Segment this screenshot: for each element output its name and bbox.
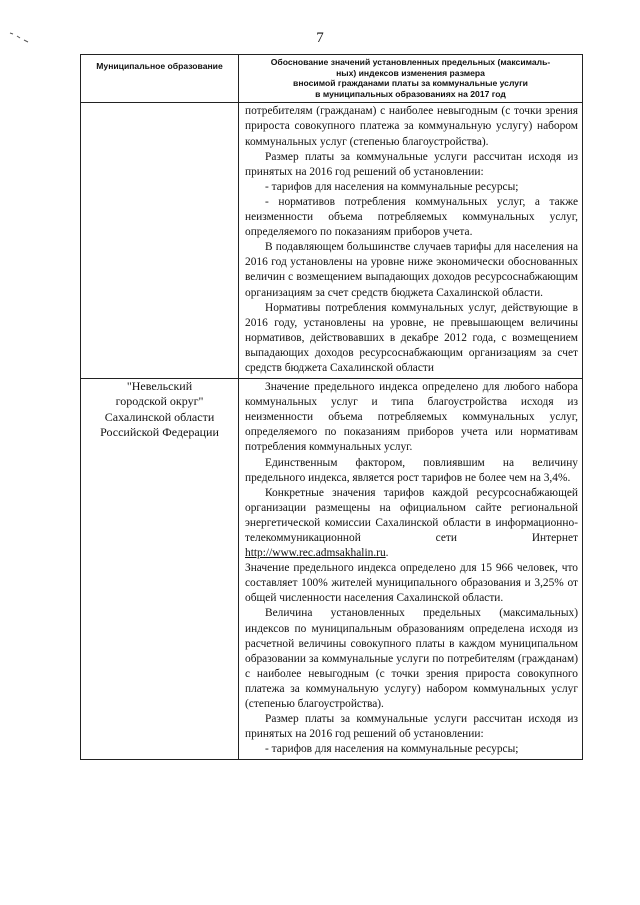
- header-line: в муниципальных образованиях на 2017 год: [315, 88, 506, 99]
- justification-cell: [239, 379, 583, 760]
- header-municipality: Муниципальное образование: [81, 55, 239, 103]
- page-number: 7: [316, 30, 324, 46]
- paragraph: - тарифов для населения на коммунальные ресурсы;: [265, 743, 519, 756]
- rec-website-link[interactable]: http://www.rec.admsakhalin.ru: [245, 547, 386, 560]
- paragraph: Единственным фактором, повлиявшим на величину предельного индекса, является рост тарифов не более чем на 3,4%.: [245, 456, 578, 484]
- municipality-line: городской округ": [115, 394, 204, 409]
- paragraph: Нормативы потребления коммунальных услуг, действующие в 2016 году, установлены на уровне, не превышающем величины нормативов, действовавших в декабре 2012 года, с возмещением выпадающих доходов ресурсоснабжающим организациям за счет средств бюджета Сахалинской области: [245, 301, 578, 374]
- municipality-line: "Невельский: [126, 379, 193, 394]
- municipality-cell-empty: [81, 103, 239, 379]
- paragraph: Размер платы за коммунальные услуги рассчитан исходя из принятых на 2016 год решений об установлении:: [245, 150, 578, 178]
- header-line: вносимой гражданами платы за коммунальные услуги: [293, 78, 528, 89]
- table-row: [81, 103, 583, 379]
- paragraph: Значение предельного индекса определено для любого набора коммунальных услуг и типа благоустройства исходя из неизменности объема потребляемых коммунальных услуг, определяемого по показаниям приборов учета или нормативам потребления коммунальных услуг.: [245, 381, 578, 454]
- paragraph: - нормативов потребления коммунальных услуг, а также неизменности объема потребляемых коммунальных услуг, определяемого по показаниям приборов учета.: [245, 195, 578, 239]
- municipality-line: Российской Федерации: [100, 425, 219, 440]
- paragraph: потребителям (гражданам) с наиболее невыгодным (с точки зрения прироста совокупного платежа за коммунальную услугу) набором коммунальных услуг (степенью благоустройства).: [245, 105, 578, 148]
- header-justification: [239, 55, 583, 103]
- justification-table: [80, 54, 583, 760]
- paragraph-text: Конкретные значения тарифов каждой ресурсоснабжающей организации размещены на официальном сайте региональной энергетической комиссии Сахалинской области в информационно-телекоммуникационной сети Интернет: [245, 486, 578, 544]
- paragraph: Конкретные значения тарифов каждой ресурсоснабжающей организации размещены на официальном сайте региональной энергетической комиссии Сахалинской области в информационно-телекоммуникационной сети Интернет http://www.rec.admsakhalin.ru.: [245, 486, 578, 560]
- justification-cell: [239, 103, 583, 379]
- header-line: ных) индексов изменения размера: [336, 67, 485, 78]
- table-row: [81, 379, 583, 760]
- municipality-line: Сахалинской области: [104, 409, 215, 424]
- paragraph: - тарифов для населения на коммунальные ресурсы;: [265, 180, 519, 193]
- municipality-cell: [81, 379, 239, 760]
- paragraph: Значение предельного индекса определено для 15 966 человек, что составляет 100% жителей муниципального образования и 3,25% от общей численности населения Сахалинской области.: [245, 562, 578, 605]
- paragraph: В подавляющем большинстве случаев тарифы для населения на 2016 год установлены на уровне ниже экономически обоснованных величин с возмещением выпадающих доходов ресурсоснабжающим организациям за счет средств бюджета Сахалинской области.: [245, 241, 578, 299]
- paragraph: Величина установленных предельных (максимальных) индексов по муниципальным образованиям определена исходя из расчетной величины совокупного платы в каждом муниципальном образовании за коммунальные услуги по потребителям (гражданам) с наиболее невыгодным (с точки зрения прироста совокупного платежа за коммунальную услугу) набором коммунальных услуг (степенью благоустройства).: [245, 607, 578, 711]
- table-header-row: [81, 55, 583, 103]
- paragraph: Размер платы за коммунальные услуги рассчитан исходя из принятых на 2016 год решений об установлении:: [245, 713, 578, 741]
- header-line: Обоснование значений установленных предельных (максималь-: [270, 57, 551, 67]
